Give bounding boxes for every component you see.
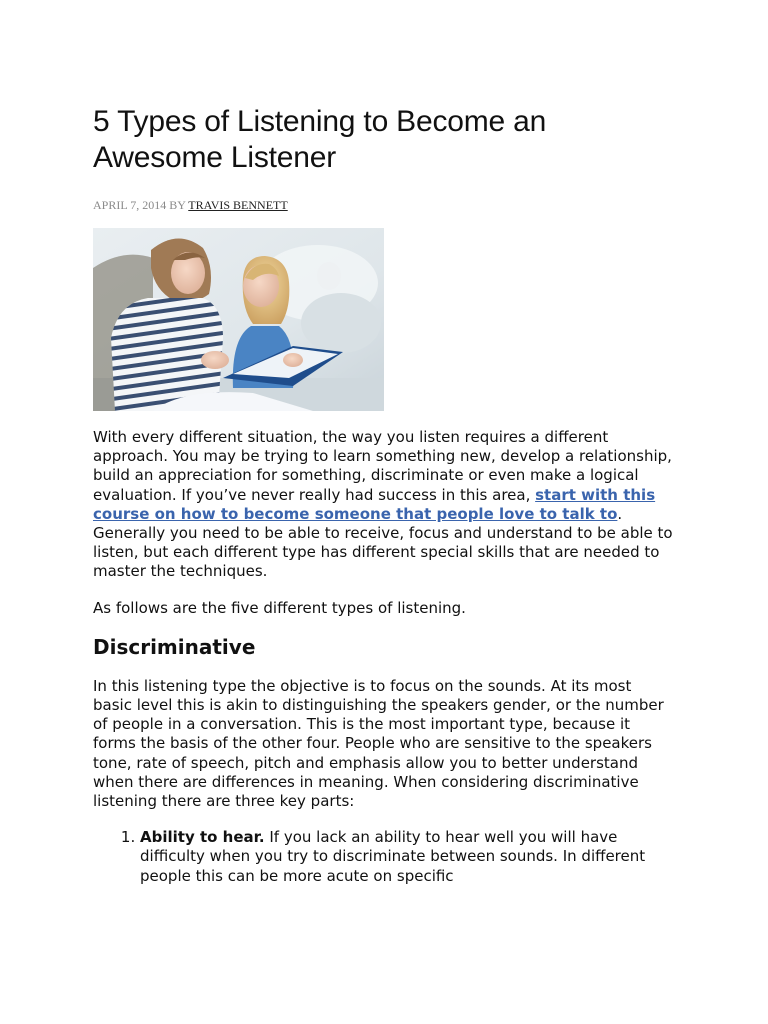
intro-text-end: . Generally you need to be able to receive, focus and understand to be able to listen, but each different type has different special skills that are needed to master the techniques.	[93, 504, 673, 581]
course-link[interactable]: start with this course on how to become someone that people love to talk to	[93, 485, 656, 523]
list-item-title: Ability to hear.	[140, 828, 265, 847]
list-item	[140, 828, 675, 886]
key-parts-list	[93, 828, 675, 886]
discriminative-paragraph: In this listening type the objective is to focus on the sounds. At its most basic level this is akin to distinguishing the speakers gender, or the number of people in a conversation. This is the most important type, because it forms the basis of the other four. People who are sensitive to the speakers tone, rate of speech, pitch and emphasis allow you to better understand when there are differences in meaning. When considering discriminative listening there are three key parts:	[93, 676, 664, 811]
intro-paragraph	[93, 428, 675, 582]
article-photo	[93, 228, 384, 411]
intro-text-start: With every different situation, the way you listen requires a different approach. You may be trying to learn something new, develop a relationship, build an appreciation for something, discriminate or even make a logical evaluation. If you’ve never really had success in this area,	[93, 428, 672, 504]
article-meta	[93, 198, 675, 212]
list-item-text: If you lack an ability to hear well you will have difficulty when you try to discriminate between sounds. In different people this can be more acute on specific	[140, 828, 646, 885]
section-heading-discriminative: Discriminative	[93, 634, 256, 659]
article-title: 5 Types of Listening to Become an Awesome Listener	[93, 105, 547, 174]
by-label: BY	[169, 198, 186, 212]
follows-paragraph: As follows are the five different types of listening.	[93, 598, 466, 617]
author-link[interactable]: TRAVIS BENNETT	[188, 198, 288, 212]
article-column	[93, 104, 675, 886]
post-date: APRIL 7, 2014	[93, 198, 167, 212]
